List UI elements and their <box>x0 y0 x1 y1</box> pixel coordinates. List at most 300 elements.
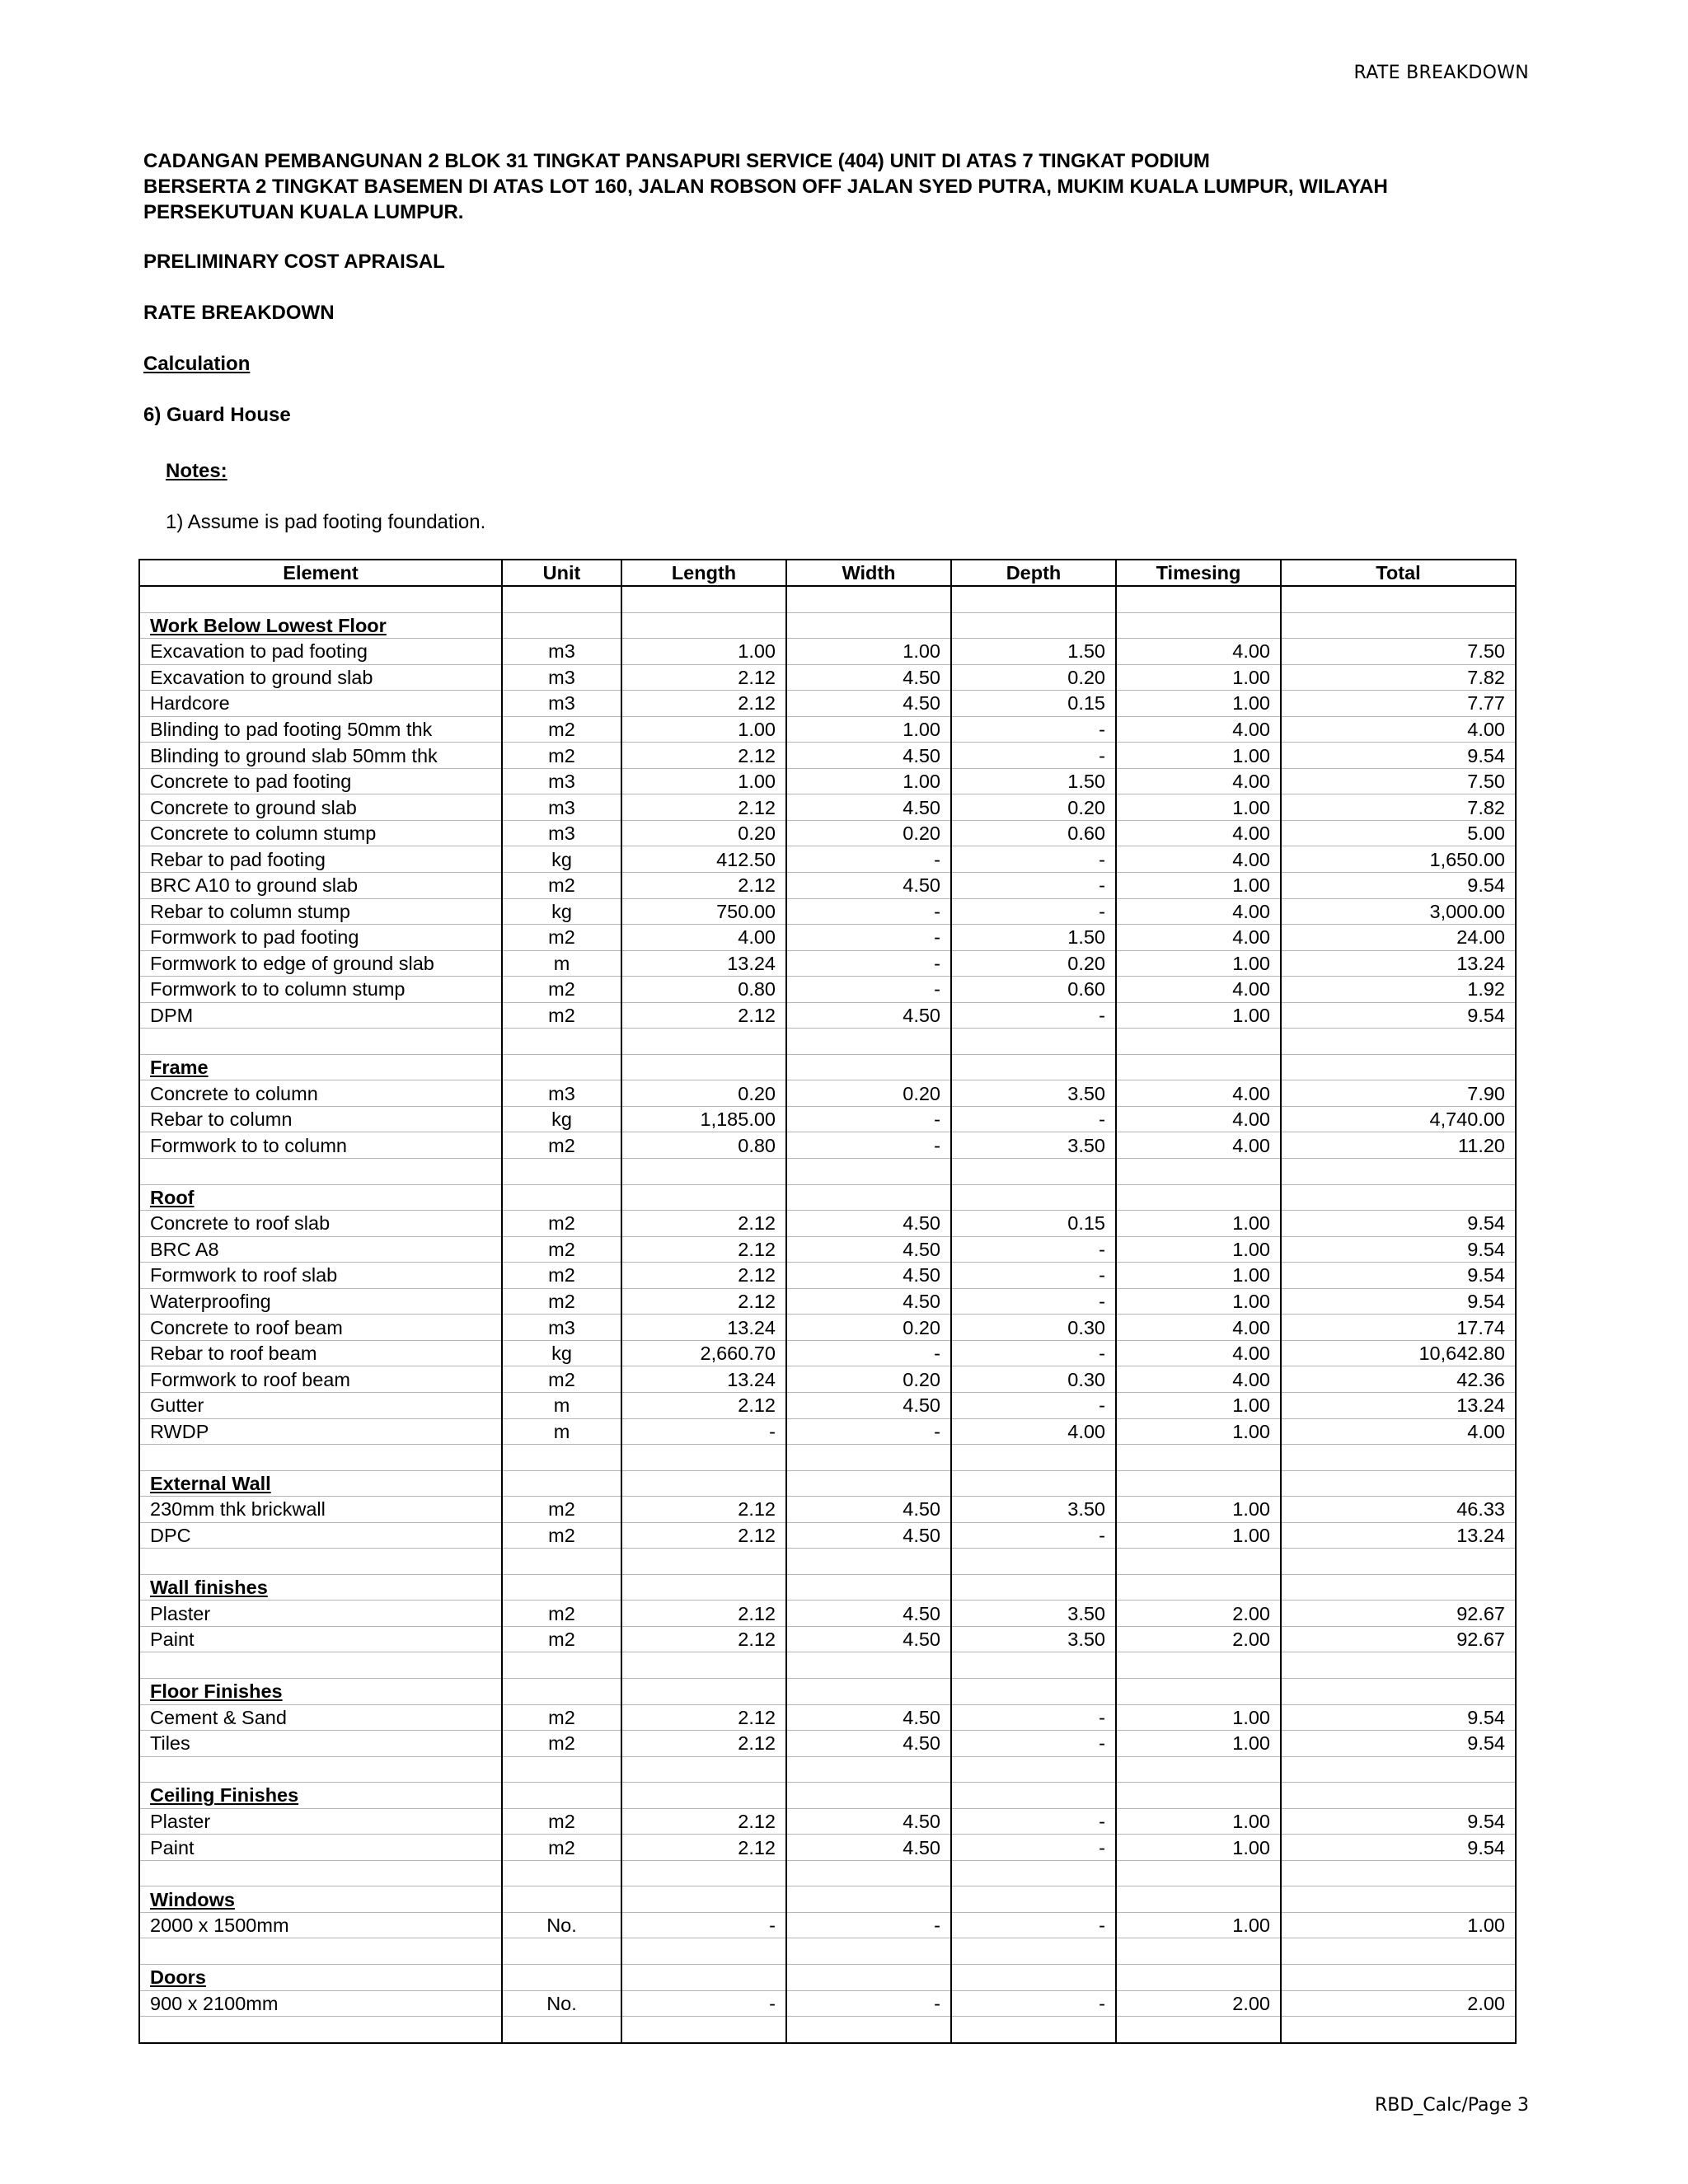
cell-width: 4.50 <box>786 1835 951 1861</box>
empty-cell <box>1281 1470 1516 1497</box>
empty-cell <box>621 1470 786 1497</box>
cell-element: BRC A8 <box>139 1236 502 1263</box>
empty-cell <box>502 1886 621 1913</box>
cell-unit: m <box>502 1418 621 1445</box>
empty-cell <box>1281 1964 1516 1990</box>
cell-total: 1.00 <box>1281 1912 1516 1938</box>
cell-total: 3,000.00 <box>1281 898 1516 925</box>
table-row <box>139 820 1516 846</box>
empty-cell <box>951 1652 1116 1679</box>
cell-depth: - <box>951 1990 1116 2017</box>
empty-cell <box>139 1159 502 1185</box>
cell-timesing: 1.00 <box>1116 950 1281 977</box>
table-row <box>139 1704 1516 1731</box>
cell-length: 13.24 <box>621 1315 786 1341</box>
column-header-length: Length <box>621 560 786 586</box>
table-row <box>139 768 1516 794</box>
project-title-line: PERSEKUTUAN KUALA LUMPUR. <box>143 201 464 223</box>
column-header-element: Element <box>139 560 502 586</box>
empty-cell <box>786 1652 951 1679</box>
cell-unit: m3 <box>502 794 621 821</box>
empty-cell <box>1281 1029 1516 1055</box>
table-row <box>139 639 1516 665</box>
empty-cell <box>786 1029 951 1055</box>
cell-unit: m2 <box>502 1211 621 1237</box>
empty-cell <box>1281 586 1516 612</box>
table-row <box>139 1263 1516 1289</box>
cell-timesing: 1.00 <box>1116 873 1281 899</box>
empty-cell <box>621 1445 786 1471</box>
table-row <box>139 1132 1516 1159</box>
cell-unit: m3 <box>502 664 621 691</box>
cell-depth: 1.50 <box>951 768 1116 794</box>
table-row <box>139 1106 1516 1132</box>
table-row <box>139 1366 1516 1393</box>
empty-cell <box>502 1184 621 1211</box>
cell-total: 7.90 <box>1281 1080 1516 1107</box>
cell-timesing: 1.00 <box>1116 1835 1281 1861</box>
empty-cell <box>621 1652 786 1679</box>
cell-element: Formwork to pad footing <box>139 925 502 951</box>
cell-depth: - <box>951 743 1116 769</box>
cell-total: 5.00 <box>1281 820 1516 846</box>
empty-cell <box>786 1886 951 1913</box>
cell-total: 9.54 <box>1281 1002 1516 1029</box>
cell-length: 2.12 <box>621 794 786 821</box>
cell-width: - <box>786 1990 951 2017</box>
cell-element: Rebar to column <box>139 1106 502 1132</box>
cell-length: 13.24 <box>621 950 786 977</box>
cell-length: 2,660.70 <box>621 1340 786 1366</box>
empty-cell <box>951 1938 1116 1965</box>
section-row <box>139 1886 1516 1913</box>
cell-width: - <box>786 898 951 925</box>
cell-width: 4.50 <box>786 1731 951 1757</box>
cell-element: Plaster <box>139 1601 502 1627</box>
cell-width: - <box>786 950 951 977</box>
empty-cell <box>786 1783 951 1809</box>
empty-cell <box>1281 1445 1516 1471</box>
empty-cell <box>951 1860 1116 1886</box>
cell-depth: - <box>951 1002 1116 1029</box>
empty-cell <box>1281 612 1516 639</box>
cell-depth: 3.50 <box>951 1626 1116 1652</box>
section-row <box>139 1054 1516 1080</box>
cell-unit: No. <box>502 1990 621 2017</box>
cell-depth: - <box>951 1731 1116 1757</box>
empty-cell <box>1116 1964 1281 1990</box>
cell-element: 230mm thk brickwall <box>139 1497 502 1523</box>
table-row <box>139 664 1516 691</box>
cell-element: Formwork to to column stump <box>139 977 502 1003</box>
cell-depth: 4.00 <box>951 1418 1116 1445</box>
cell-timesing: 2.00 <box>1116 1601 1281 1627</box>
cell-element: DPM <box>139 1002 502 1029</box>
cell-width: 4.50 <box>786 1601 951 1627</box>
cell-element: Formwork to roof beam <box>139 1366 502 1393</box>
cell-timesing: 4.00 <box>1116 639 1281 665</box>
empty-cell <box>1281 1783 1516 1809</box>
cell-depth: - <box>951 1236 1116 1263</box>
table-row <box>139 1002 1516 1029</box>
empty-cell <box>951 2017 1116 2043</box>
cell-width: - <box>786 1132 951 1159</box>
empty-cell <box>786 612 951 639</box>
empty-cell <box>502 1445 621 1471</box>
project-title <box>143 148 1545 225</box>
table-row <box>139 1835 1516 1861</box>
cell-depth: 0.60 <box>951 820 1116 846</box>
table-row <box>139 1808 1516 1835</box>
empty-cell <box>1281 1549 1516 1575</box>
cell-depth: 0.30 <box>951 1366 1116 1393</box>
cell-unit: kg <box>502 846 621 873</box>
empty-cell <box>502 1678 621 1704</box>
empty-cell <box>951 586 1116 612</box>
cell-length: 2.12 <box>621 1497 786 1523</box>
cell-depth: 3.50 <box>951 1132 1116 1159</box>
cell-width: 1.00 <box>786 639 951 665</box>
cell-length: 1.00 <box>621 768 786 794</box>
empty-cell <box>502 1652 621 1679</box>
blank-row <box>139 1860 1516 1886</box>
cell-element: Rebar to column stump <box>139 898 502 925</box>
cell-total: 9.54 <box>1281 1835 1516 1861</box>
column-header-timesing: Timesing <box>1116 560 1281 586</box>
cell-length: - <box>621 1418 786 1445</box>
empty-cell <box>786 1964 951 1990</box>
cell-element: 2000 x 1500mm <box>139 1912 502 1938</box>
table-header-row <box>139 560 1516 586</box>
cell-timesing: 1.00 <box>1116 1211 1281 1237</box>
cell-width: 4.50 <box>786 664 951 691</box>
cell-depth: - <box>951 873 1116 899</box>
cell-total: 10,642.80 <box>1281 1340 1516 1366</box>
cell-unit: m2 <box>502 1601 621 1627</box>
empty-cell <box>139 1445 502 1471</box>
cell-unit: m2 <box>502 1236 621 1263</box>
cell-width: 0.20 <box>786 820 951 846</box>
section-title: Floor Finishes <box>139 1678 502 1704</box>
project-title-line: BERSERTA 2 TINGKAT BASEMEN DI ATAS LOT 160, JALAN ROBSON OFF JALAN SYED PUTRA, MUKIM KUALA LUMPUR, WILAYAH <box>143 176 1388 198</box>
cell-timesing: 1.00 <box>1116 1808 1281 1835</box>
empty-cell <box>1116 1860 1281 1886</box>
page-footer-label: RBD_Calc/Page 3 <box>1374 2095 1529 2116</box>
blank-row <box>139 586 1516 612</box>
cell-depth: 0.20 <box>951 950 1116 977</box>
section-row <box>139 1184 1516 1211</box>
empty-cell <box>786 1860 951 1886</box>
empty-cell <box>951 1678 1116 1704</box>
table-row <box>139 1288 1516 1315</box>
cell-length: 2.12 <box>621 1626 786 1652</box>
empty-cell <box>502 1054 621 1080</box>
cell-depth: - <box>951 1808 1116 1835</box>
empty-cell <box>621 1029 786 1055</box>
cell-width: 0.20 <box>786 1315 951 1341</box>
cell-width: - <box>786 1106 951 1132</box>
section-title: Frame <box>139 1054 502 1080</box>
cell-width: 4.50 <box>786 873 951 899</box>
column-header-width: Width <box>786 560 951 586</box>
empty-cell <box>621 1938 786 1965</box>
empty-cell <box>951 1445 1116 1471</box>
cell-total: 1,650.00 <box>1281 846 1516 873</box>
cell-depth: 0.20 <box>951 664 1116 691</box>
cell-total: 17.74 <box>1281 1315 1516 1341</box>
cell-length: 2.12 <box>621 1704 786 1731</box>
table-row <box>139 794 1516 821</box>
cell-length: 750.00 <box>621 898 786 925</box>
empty-cell <box>1281 2017 1516 2043</box>
empty-cell <box>621 612 786 639</box>
cell-element: Formwork to to column <box>139 1132 502 1159</box>
cell-depth: 0.15 <box>951 1211 1116 1237</box>
cell-timesing: 1.00 <box>1116 1497 1281 1523</box>
cell-total: 1.92 <box>1281 977 1516 1003</box>
cell-unit: m2 <box>502 1263 621 1289</box>
cell-depth: - <box>951 1288 1116 1315</box>
cell-unit: m3 <box>502 820 621 846</box>
cell-length: 13.24 <box>621 1366 786 1393</box>
cell-width: 4.50 <box>786 1626 951 1652</box>
cell-timesing: 1.00 <box>1116 1288 1281 1315</box>
cell-width: - <box>786 1912 951 1938</box>
cell-unit: m2 <box>502 1626 621 1652</box>
table-row <box>139 1626 1516 1652</box>
cell-unit: m2 <box>502 1002 621 1029</box>
cell-width: 4.50 <box>786 1704 951 1731</box>
cell-timesing: 1.00 <box>1116 1392 1281 1418</box>
cell-element: Blinding to pad footing 50mm thk <box>139 716 502 743</box>
cell-unit: m <box>502 1392 621 1418</box>
section-heading: 6) Guard House <box>143 404 291 426</box>
empty-cell <box>621 1756 786 1783</box>
empty-cell <box>951 1159 1116 1185</box>
cell-timesing: 1.00 <box>1116 691 1281 717</box>
cell-element: 900 x 2100mm <box>139 1990 502 2017</box>
table-row <box>139 1731 1516 1757</box>
table-row <box>139 1315 1516 1341</box>
empty-cell <box>951 1054 1116 1080</box>
cell-unit: m2 <box>502 1704 621 1731</box>
cell-element: Plaster <box>139 1808 502 1835</box>
cell-length: 1.00 <box>621 716 786 743</box>
empty-cell <box>1116 1470 1281 1497</box>
section-row <box>139 1574 1516 1601</box>
empty-cell <box>1116 1652 1281 1679</box>
empty-cell <box>621 1574 786 1601</box>
cell-length: 2.12 <box>621 1392 786 1418</box>
blank-row <box>139 1159 1516 1185</box>
cell-length: - <box>621 1912 786 1938</box>
cell-total: 11.20 <box>1281 1132 1516 1159</box>
cell-element: Concrete to column stump <box>139 820 502 846</box>
empty-cell <box>502 586 621 612</box>
cell-element: Concrete to ground slab <box>139 794 502 821</box>
cell-element: Cement & Sand <box>139 1704 502 1731</box>
empty-cell <box>139 1549 502 1575</box>
cell-unit: kg <box>502 1340 621 1366</box>
table-row <box>139 925 1516 951</box>
cell-width: 4.50 <box>786 794 951 821</box>
calculation-label: Calculation <box>143 353 251 375</box>
empty-cell <box>621 1783 786 1809</box>
document-subtitle: RATE BREAKDOWN <box>143 302 335 324</box>
cell-element: DPC <box>139 1522 502 1549</box>
table-row <box>139 873 1516 899</box>
blank-row <box>139 1029 1516 1055</box>
cell-width: 4.50 <box>786 1236 951 1263</box>
cell-element: Blinding to ground slab 50mm thk <box>139 743 502 769</box>
cell-timesing: 4.00 <box>1116 898 1281 925</box>
cell-unit: m3 <box>502 691 621 717</box>
empty-cell <box>1116 1886 1281 1913</box>
cell-element: Waterproofing <box>139 1288 502 1315</box>
section-row <box>139 1783 1516 1809</box>
blank-row <box>139 1549 1516 1575</box>
column-header-total: Total <box>1281 560 1516 586</box>
empty-cell <box>786 1574 951 1601</box>
empty-cell <box>502 2017 621 2043</box>
section-title: Roof <box>139 1184 502 1211</box>
table-row <box>139 743 1516 769</box>
empty-cell <box>502 1574 621 1601</box>
empty-cell <box>786 1470 951 1497</box>
section-row <box>139 1470 1516 1497</box>
empty-cell <box>951 1574 1116 1601</box>
cell-length: 2.12 <box>621 1835 786 1861</box>
cell-timesing: 4.00 <box>1116 846 1281 873</box>
cell-width: 4.50 <box>786 1002 951 1029</box>
empty-cell <box>1116 1445 1281 1471</box>
blank-row <box>139 2017 1516 2043</box>
empty-cell <box>621 1860 786 1886</box>
empty-cell <box>951 1549 1116 1575</box>
cell-width: - <box>786 925 951 951</box>
table-row <box>139 1601 1516 1627</box>
cell-width: 0.20 <box>786 1366 951 1393</box>
empty-cell <box>951 1470 1116 1497</box>
cell-total: 9.54 <box>1281 1236 1516 1263</box>
cell-total: 24.00 <box>1281 925 1516 951</box>
cell-element: Gutter <box>139 1392 502 1418</box>
cell-unit: m2 <box>502 1288 621 1315</box>
cell-width: 4.50 <box>786 1288 951 1315</box>
empty-cell <box>951 612 1116 639</box>
empty-cell <box>1281 1938 1516 1965</box>
cell-length: 2.12 <box>621 743 786 769</box>
empty-cell <box>502 1783 621 1809</box>
cell-unit: m3 <box>502 768 621 794</box>
cell-element: Excavation to pad footing <box>139 639 502 665</box>
cell-depth: - <box>951 1912 1116 1938</box>
cell-width: 4.50 <box>786 1211 951 1237</box>
cell-timesing: 4.00 <box>1116 768 1281 794</box>
empty-cell <box>621 1184 786 1211</box>
cell-timesing: 4.00 <box>1116 1340 1281 1366</box>
empty-cell <box>1116 586 1281 612</box>
empty-cell <box>1116 1678 1281 1704</box>
empty-cell <box>1281 1756 1516 1783</box>
empty-cell <box>502 1029 621 1055</box>
cell-element: Hardcore <box>139 691 502 717</box>
cell-total: 9.54 <box>1281 1211 1516 1237</box>
cell-width: 4.50 <box>786 1522 951 1549</box>
cell-timesing: 1.00 <box>1116 1912 1281 1938</box>
empty-cell <box>1281 1574 1516 1601</box>
cell-length: 2.12 <box>621 1601 786 1627</box>
empty-cell <box>621 1159 786 1185</box>
cell-total: 13.24 <box>1281 950 1516 977</box>
cell-unit: m3 <box>502 1080 621 1107</box>
cell-timesing: 4.00 <box>1116 1366 1281 1393</box>
cell-timesing: 1.00 <box>1116 1418 1281 1445</box>
cell-timesing: 4.00 <box>1116 820 1281 846</box>
project-title-line: CADANGAN PEMBANGUNAN 2 BLOK 31 TINGKAT PANSAPURI SERVICE (404) UNIT DI ATAS 7 TINGKAT PODIUM <box>143 150 1210 172</box>
cell-depth: 1.50 <box>951 639 1116 665</box>
cell-total: 13.24 <box>1281 1392 1516 1418</box>
cell-width: 4.50 <box>786 691 951 717</box>
cell-width: - <box>786 977 951 1003</box>
table-row <box>139 691 1516 717</box>
empty-cell <box>786 1938 951 1965</box>
section-row <box>139 1964 1516 1990</box>
section-title: Ceiling Finishes <box>139 1783 502 1809</box>
cell-length: 2.12 <box>621 1731 786 1757</box>
empty-cell <box>786 2017 951 2043</box>
cell-depth: - <box>951 1263 1116 1289</box>
section-title: Doors <box>139 1964 502 1990</box>
cell-unit: m2 <box>502 1132 621 1159</box>
cell-timesing: 2.00 <box>1116 1990 1281 2017</box>
cell-element: BRC A10 to ground slab <box>139 873 502 899</box>
cell-total: 2.00 <box>1281 1990 1516 2017</box>
cell-total: 9.54 <box>1281 1808 1516 1835</box>
empty-cell <box>1281 1652 1516 1679</box>
cell-depth: 0.60 <box>951 977 1116 1003</box>
section-title: External Wall <box>139 1470 502 1497</box>
table-row <box>139 846 1516 873</box>
cell-total: 7.82 <box>1281 664 1516 691</box>
empty-cell <box>951 1964 1116 1990</box>
cell-unit: m2 <box>502 716 621 743</box>
cell-element: Formwork to edge of ground slab <box>139 950 502 977</box>
cell-length: 0.20 <box>621 1080 786 1107</box>
empty-cell <box>621 1678 786 1704</box>
cell-length: 2.12 <box>621 1236 786 1263</box>
cell-element: Concrete to pad footing <box>139 768 502 794</box>
empty-cell <box>621 1964 786 1990</box>
table-row <box>139 716 1516 743</box>
cell-depth: 3.50 <box>951 1601 1116 1627</box>
cell-timesing: 4.00 <box>1116 977 1281 1003</box>
cell-depth: - <box>951 1392 1116 1418</box>
cell-depth: - <box>951 1522 1116 1549</box>
table-row <box>139 1236 1516 1263</box>
empty-cell <box>1116 1029 1281 1055</box>
cell-timesing: 4.00 <box>1116 1132 1281 1159</box>
cell-timesing: 1.00 <box>1116 1522 1281 1549</box>
cell-total: 4.00 <box>1281 716 1516 743</box>
cell-length: 1.00 <box>621 639 786 665</box>
cell-timesing: 4.00 <box>1116 1106 1281 1132</box>
empty-cell <box>502 1860 621 1886</box>
cell-timesing: 1.00 <box>1116 1731 1281 1757</box>
cell-width: 4.50 <box>786 1263 951 1289</box>
cell-total: 7.50 <box>1281 639 1516 665</box>
empty-cell <box>1116 612 1281 639</box>
